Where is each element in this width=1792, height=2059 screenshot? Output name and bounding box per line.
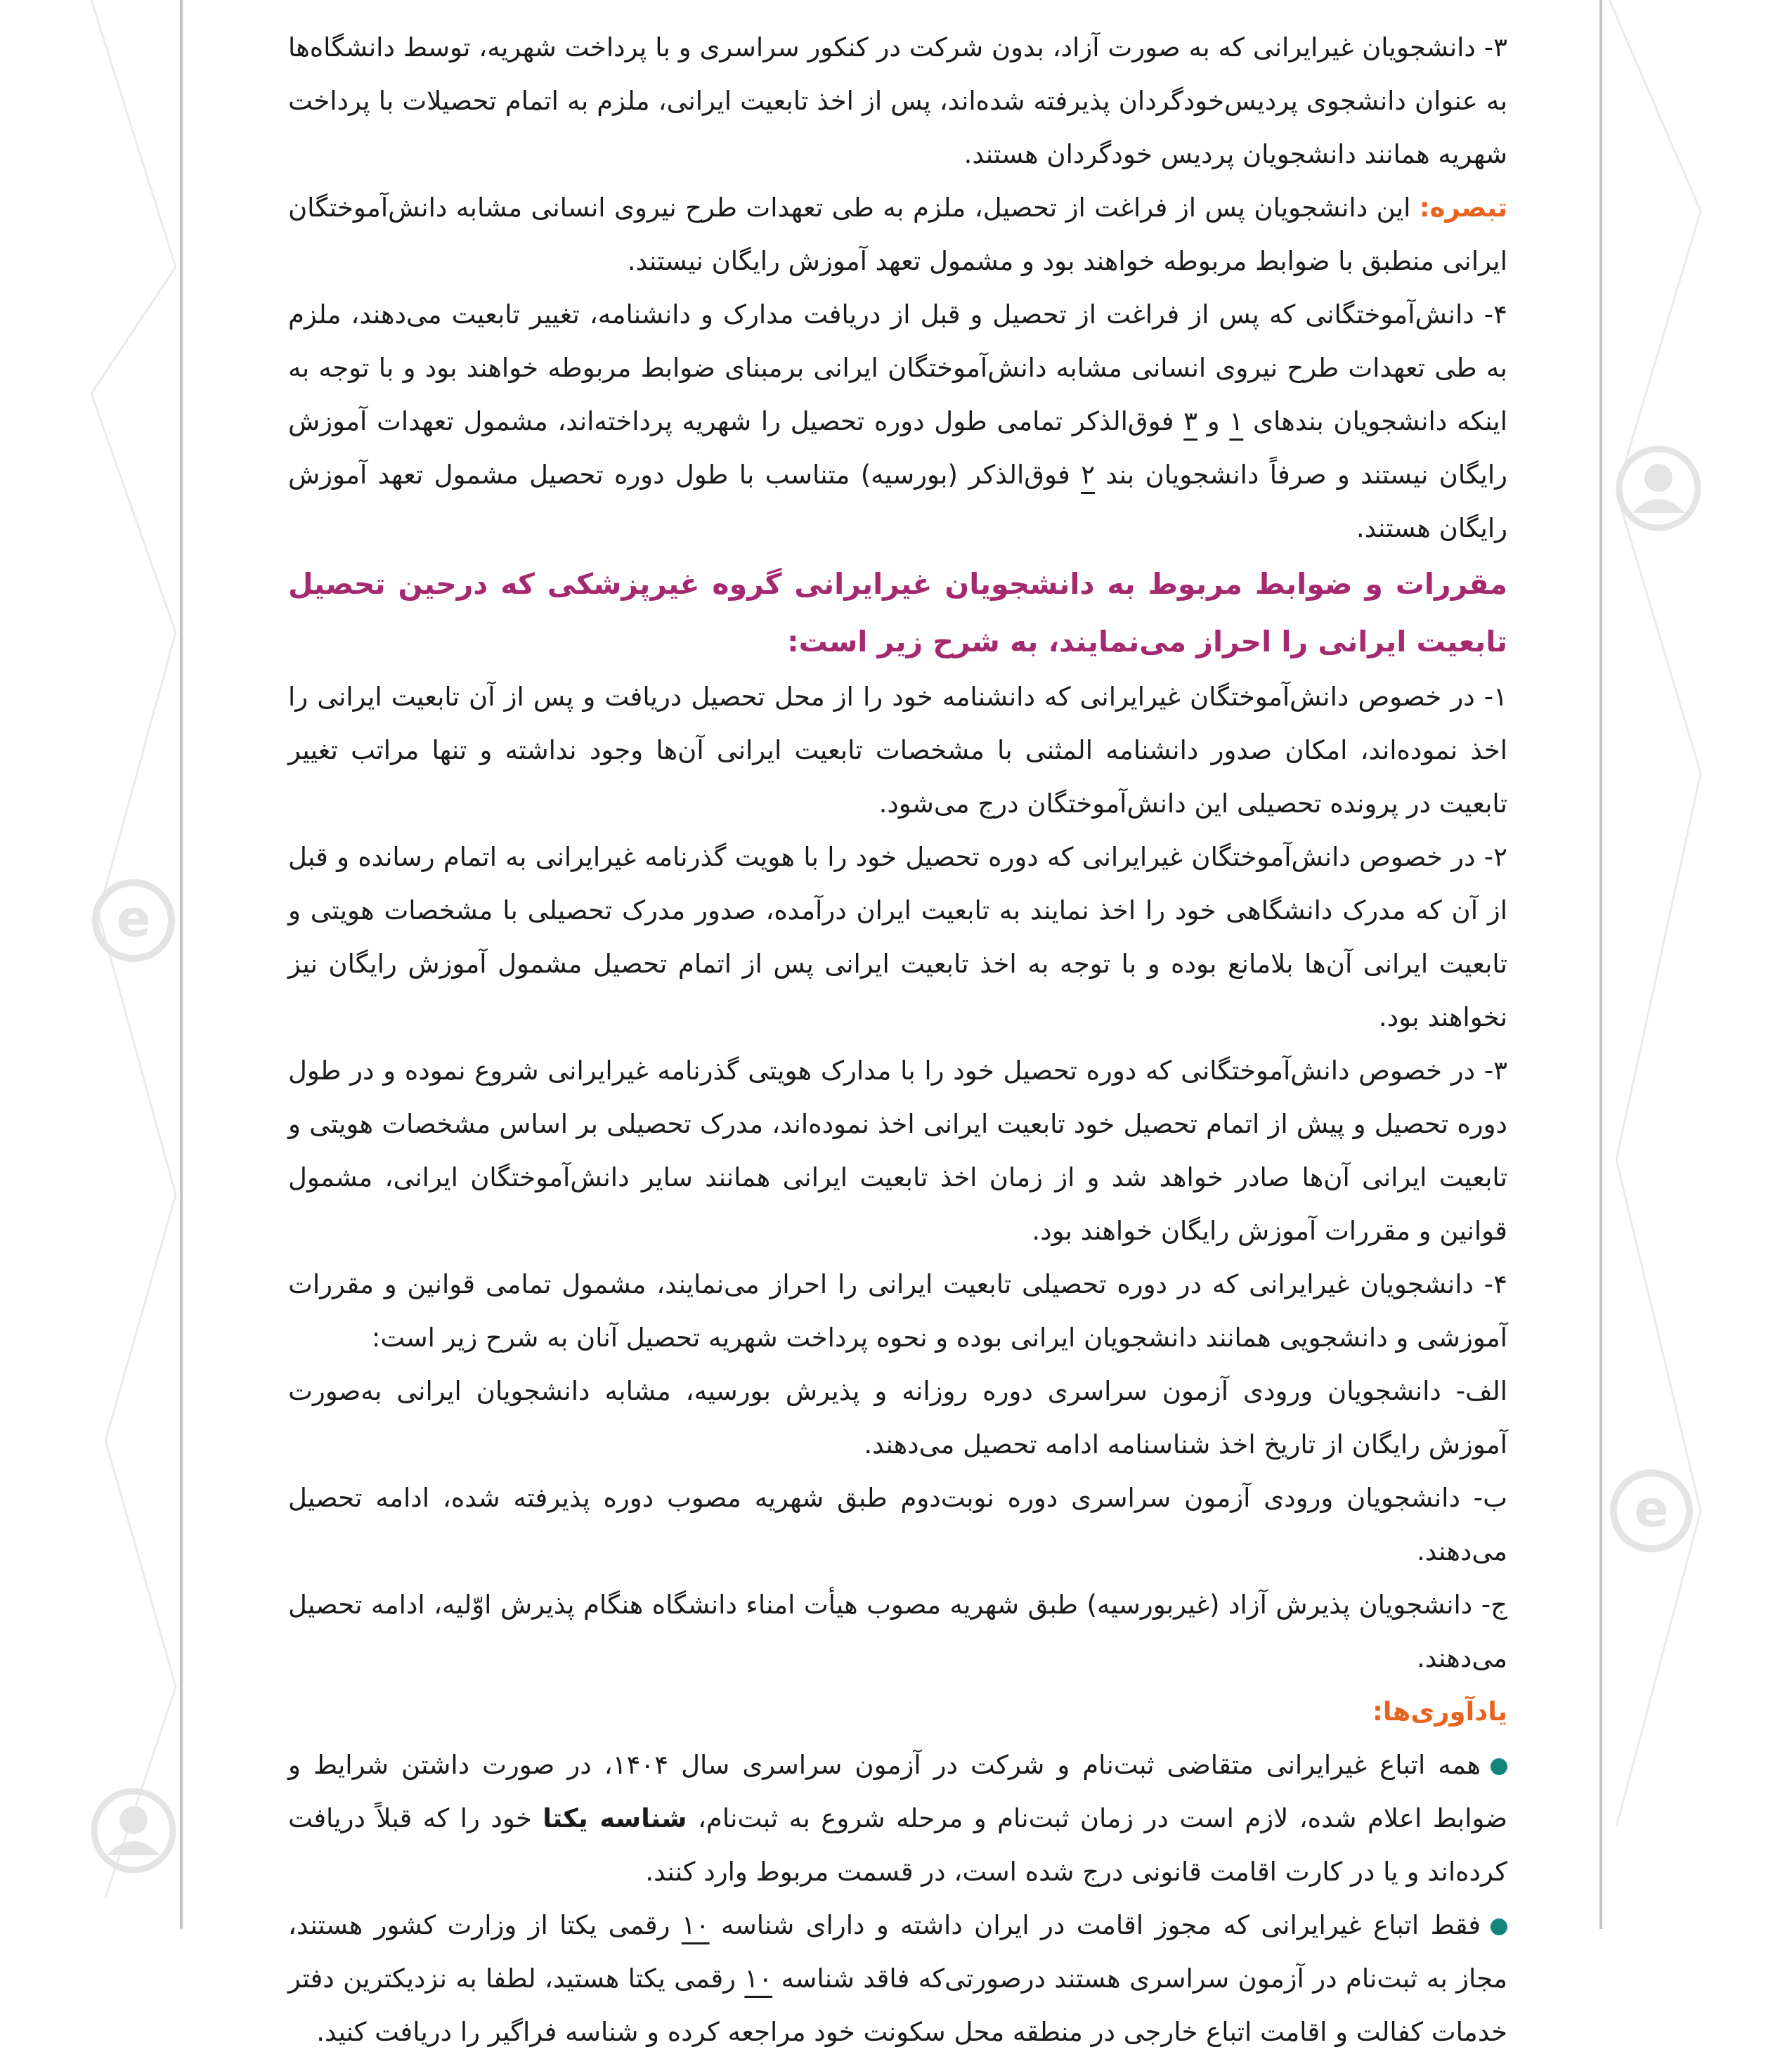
paragraph-item-4-part-d: فوق‌الذکر (بورسیه) متناسب با طول دوره تحصیل مشمول تعهد آموزش رایگان هستند.	[288, 460, 1507, 543]
reminder-1-part-b: خود را که قبلاً دریافت کرده‌اند و یا در کارت اقامت قانونی درج شده است، در قسمت مربوط وارد کنند.	[288, 1803, 1507, 1887]
unique-id-term: شناسه یکتا	[543, 1803, 687, 1833]
reminder-item-1	[288, 1739, 1507, 1899]
clause-ref-3: ۳	[1183, 406, 1198, 436]
rule-item-3: ۳- در خصوص دانش‌آموختگانی که دوره تحصیل خود را با مدارک هویتی گذرنامه غیرایرانی شروع نموده و در طول دوره تحصیل و پیش از اتمام تحصیل خود تابعیت ایرانی اخذ نموده‌اند، مدرک تحصیلی بر اساس مشخصات هویتی و تابعیت ایرانی آن‌ها صادر خواهد شد و از زمان اخذ تابعیت ایرانی همانند سایر دانش‌آموختگان ایرانی، مشمول قوانین و مقررات آموزش رایگان خواهند بود.	[288, 1056, 1507, 1246]
note-label: تبصره:	[1419, 193, 1507, 223]
rule-item-2: ۲- در خصوص دانش‌آموختگان غیرایرانی که دوره تحصیل خود را با هویت گذرنامه غیرایرانی به اتمام رسانده و قبل از آن که مدرک دانشگاهی خود را اخذ نمایند به تابعیت ایران درآمده، صدور مدرک تحصیلی با مشخصات هویتی و تابعیت ایرانی آن‌ها بلامانع بوده و با توجه به اخذ تابعیت ایرانی پس از اتمام تحصیل مشمول آموزش رایگان نیز نخواهند بود.	[288, 842, 1507, 1032]
clause-ref-1: ۱	[1229, 406, 1244, 436]
svg-text:e: e	[116, 889, 151, 948]
reminder-2-part-c: رقمی یکتا هستید، لطفا به نزدیکترین دفتر خدمات کفالت و اقامت اتباع خارجی در منطقه محل سکونت خود مراجعه کرده و شناسه فراگیر را دریافت کنید.	[288, 1963, 1507, 2047]
person-avatar-icon	[91, 1785, 176, 1876]
clause-ref-2: ۲	[1081, 460, 1095, 490]
person-avatar-icon	[1616, 443, 1701, 534]
reminders-title: یادآوری‌ها:	[1372, 1696, 1507, 1727]
paragraph-item-4	[288, 288, 1507, 555]
svg-text:e: e	[1634, 1479, 1669, 1538]
rule-item-1: ۱- در خصوص دانش‌آموختگان غیرایرانی که دانشنامه خود را از محل تحصیل دریافت و پس از آن تابعیت ایرانی را اخذ نموده‌اند، امکان صدور دانشنامه المثنی با مشخصات تابعیت ایرانی آن‌ها وجود نداشته و تنها مراتب تغییر تابعیت در پرونده تحصیلی این دانش‌آموختگان درج می‌شود.	[288, 682, 1507, 819]
note-paragraph	[288, 181, 1507, 288]
reminder-2-part-a: فقط اتباع غیرایرانی که مجوز اقامت در ایران داشته و دارای شناسه	[709, 1910, 1481, 1940]
note-text: این دانشجویان پس از فراغت از تحصیل، ملزم به طی تعهدات طرح نیروی انسانی مشابه دانش‌آموختگان ایرانی منطبق با ضوابط مربوطه خواهند بود و مشمول تعهد آموزش رایگان نیستند.	[288, 193, 1507, 276]
rule-subitem-be: ب- دانشجویان ورودی آزمون سراسری دوره نوبت‌دوم طبق شهریه مصوب دوره پذیرفته شده، ادامه تحصیل می‌دهند.	[288, 1483, 1507, 1566]
document-body	[288, 21, 1508, 2047]
bullet-dot-icon	[1491, 1918, 1507, 1935]
bullet-dot-icon	[1491, 1758, 1507, 1775]
reminder-2-part-b: رقمی یکتا از وزارت کشور هستند، مجاز به ثبت‌نام در آزمون سراسری هستند درصورتی‌که فاقد شناسه	[288, 1910, 1507, 1994]
reminder-item-2	[288, 1899, 1507, 2059]
paragraph-item-4-part-b: و	[1197, 406, 1230, 436]
paragraph-item-3: ۳- دانشجویان غیرایرانی که به صورت آزاد، بدون شرکت در کنکور سراسری و با پرداخت شهریه، توسط دانشگاه‌ها به عنوان دانشجوی پردیس‌خودگردان پذیرفته شده‌اند، پس از اخذ تابعیت ایرانی، ملزم به اتمام تحصیلات با پرداخت شهریه همانند دانشجویان پردیس خودگردان هستند.	[288, 32, 1507, 169]
rule-subitem-jim: ج- دانشجویان پذیرش آزاد (غیربورسیه) طبق شهریه مصوب هیأت امناء دانشگاه هنگام پذیرش اوّلیه، ادامه تحصیل می‌دهند.	[288, 1590, 1507, 1673]
section-heading: مقررات و ضوابط مربوط به دانشجویان غیرایرانی گروه غیرپزشکی که درحین تحصیل تابعیت ایرانی را احراز می‌نمایند، به شرح زیر است:	[288, 567, 1507, 658]
e-logo-icon	[91, 878, 176, 963]
e-logo-icon	[1609, 1469, 1694, 1553]
paragraph-item-4-part-c: فوق‌الذکر تمامی طول دوره تحصیل را شهریه پرداخته‌اند، مشمول تعهدات آموزش رایگان نیستند و صرفاً دانشجویان بند	[288, 406, 1507, 490]
paragraph-item-4-part-a: ۴- دانش‌آموختگانی که پس از فراغت از تحصیل و قبل از دریافت مدارک و دانشنامه، تغییر تابعیت می‌دهند، ملزم به طی تعهدات طرح نیروی انسانی مشابه دانش‌آموختگان ایرانی برمبنای ضوابط مربوطه خواهند بود و با توجه به اینکه دانشجویان بندهای	[288, 299, 1507, 436]
rule-subitem-alef: الف- دانشجویان ورودی آزمون سراسری دوره روزانه و پذیرش بورسیه، مشابه دانشجویان ایرانی به‌صورت آموزش رایگان از تاریخ اخذ شناسنامه ادامه تحصیل می‌دهند.	[288, 1376, 1507, 1460]
digit-count-2: ۱۰	[744, 1963, 773, 1994]
rule-item-4: ۴- دانشجویان غیرایرانی که در دوره تحصیلی تابعیت ایرانی را احراز می‌نمایند، مشمول تمامی قوانین و مقررات آموزشی و دانشجویی همانند دانشجویان ایرانی بوده و نحوه پرداخت شهریه تحصیل آنان به شرح زیر است:	[288, 1269, 1507, 1353]
digit-count-1: ۱۰	[681, 1910, 710, 1940]
reminder-1-part-a: همه اتباع غیرایرانی متقاضی ثبت‌نام و شرکت در آزمون سراسری سال ۱۴۰۴، در صورت داشتن شرایط و ضوابط اعلام شده، لازم است در زمان ثبت‌نام و مرحله شروع به ثبت‌نام،	[288, 1750, 1508, 1833]
